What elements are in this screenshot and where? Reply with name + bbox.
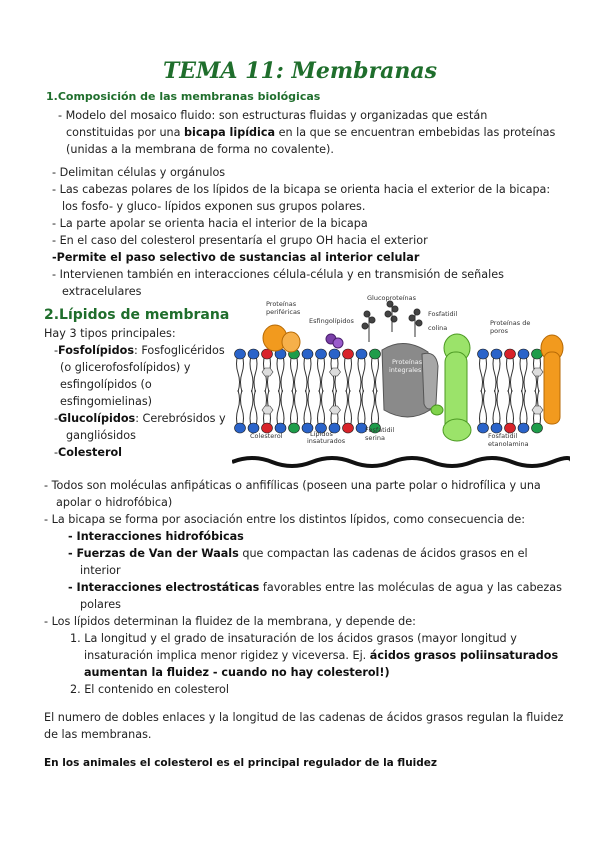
lipid-type-glycolipids-2: gangliósidos bbox=[66, 429, 136, 442]
bullet-polar-heads-2: los fosfo- y gluco- lípidos exponen sus grupos polares. bbox=[62, 200, 366, 213]
lipid-tail bbox=[511, 390, 514, 428]
label-phosphatidylcholine-2: colina bbox=[428, 324, 448, 332]
lipid-tail bbox=[507, 354, 510, 392]
label-sphingolipids: Esfingolípidos bbox=[309, 317, 354, 325]
lipid-tail bbox=[345, 354, 348, 392]
lipid-tail bbox=[308, 390, 311, 428]
paragraph-mosaic-line-3: (unidas a la membrana de forma no covalente). bbox=[66, 143, 334, 156]
label-integral-proteins-1: Proteínas bbox=[392, 358, 423, 366]
lipid-head bbox=[329, 349, 340, 359]
label-glycoproteins: Glucoproteínas bbox=[367, 294, 416, 302]
numbered-item-1-line-3: aumentan la fluidez - cuando no hay colesterol!) bbox=[84, 666, 390, 679]
lipid-type-cholesterol: -Colesterol bbox=[54, 446, 122, 459]
lipid-tail bbox=[237, 390, 240, 428]
lipid-head bbox=[505, 349, 516, 359]
label-pore-proteins-2: poros bbox=[490, 327, 508, 335]
bullet-apolar: - La parte apolar se orienta hacia el interior de la bicapa bbox=[52, 217, 368, 230]
bullet-cholesterol-oh: - En el caso del colesterol presentaría el grupo OH hacia el exterior bbox=[52, 234, 428, 247]
lipid-head bbox=[491, 349, 502, 359]
lipid-tail bbox=[318, 354, 321, 392]
lipid-tail bbox=[493, 390, 496, 428]
lipid-tail bbox=[511, 354, 514, 392]
bullet-interactions-2: extracelulares bbox=[62, 285, 142, 298]
lipid-tail bbox=[524, 354, 527, 392]
lipid-types-intro: Hay 3 tipos principales: bbox=[44, 327, 176, 340]
lipid-tail bbox=[497, 354, 500, 392]
bullet-amphipathic-2: apolar o hidrofóbica) bbox=[56, 496, 173, 509]
label-phosphatidylserine-1: Fosfatidil bbox=[365, 426, 395, 434]
lipid-tail bbox=[362, 354, 365, 392]
lipid-type-phospholipids: -Fosfolípidos: Fosfoglicéridos bbox=[54, 344, 225, 357]
lipid-tail bbox=[308, 354, 311, 392]
paragraph-mosaic-line-1: - Modelo del mosaico fluido: son estructuras fluidas y organizadas que están bbox=[58, 109, 488, 122]
section-2-heading: 2.Lípidos de membrana bbox=[44, 307, 230, 323]
lipid-tail bbox=[254, 390, 257, 428]
bullet-amphipathic-1: - Todos son moléculas anfipáticas o anfifílicas (poseen una parte polar o hidrofílica y una bbox=[44, 479, 541, 492]
lipid-tail bbox=[349, 354, 352, 392]
lipid-type-phospholipids-3: esfingolípidos (o bbox=[60, 378, 152, 391]
lipid-head bbox=[316, 349, 327, 359]
lipid-tail bbox=[291, 390, 294, 428]
lipid-tail bbox=[376, 354, 379, 392]
lipid-head bbox=[478, 349, 489, 359]
sub-hydrophobic: - Interacciones hidrofóbicas bbox=[68, 530, 244, 543]
lipid-type-glycolipids: -Glucolípidos: Cerebrósidos y bbox=[54, 412, 226, 425]
lipid-tail bbox=[318, 390, 321, 428]
lipid-tail bbox=[349, 390, 352, 428]
label-cholesterol: Colesterol bbox=[250, 432, 283, 440]
label-pore-proteins-1: Proteínas de bbox=[490, 319, 531, 327]
right-orange-protein-icon bbox=[541, 335, 563, 424]
lipid-tail bbox=[304, 354, 307, 392]
lipid-tail bbox=[362, 390, 365, 428]
label-phosphatidylethanolamine-2: etanolamina bbox=[488, 440, 529, 448]
numbered-item-2: 2. El contenido en colesterol bbox=[70, 683, 229, 696]
sub-electrostatic: - Interacciones electrostáticas favorables entre las moléculas de agua y las cabezas bbox=[68, 581, 562, 594]
lipid-tail bbox=[291, 354, 294, 392]
label-integral-proteins-2: integrales bbox=[389, 366, 422, 374]
lipid-tail bbox=[250, 390, 253, 428]
membrane-diagram bbox=[232, 292, 570, 470]
paragraph-mosaic-line-2: constituidas por una bicapa lipídica en la que se encuentran embebidas las proteínas bbox=[66, 126, 556, 139]
lipid-tail bbox=[277, 390, 280, 428]
conclusion-cholesterol: En los animales el colesterol es el principal regulador de la fluidez bbox=[44, 757, 438, 769]
bullet-bilayer-formation: - La bicapa se forma por asociación entre los distintos lípidos, como consecuencia de: bbox=[44, 513, 526, 526]
lipid-tail bbox=[304, 390, 307, 428]
lipid-tail bbox=[372, 390, 375, 428]
lipid-tail bbox=[237, 354, 240, 392]
sub-van-der-waals: - Fuerzas de Van der Waals que compactan las cadenas de ácidos grasos en el bbox=[68, 547, 528, 560]
lipid-tail bbox=[281, 354, 284, 392]
lipid-tail bbox=[520, 390, 523, 428]
lipid-head bbox=[356, 349, 367, 359]
lipid-tail bbox=[480, 354, 483, 392]
label-unsaturated-lipids-2: insaturados bbox=[307, 437, 346, 445]
section-1-heading: 1.Composición de las membranas biológicas bbox=[46, 90, 321, 103]
lipid-tail bbox=[322, 354, 325, 392]
glycoproteins-icon bbox=[362, 301, 422, 342]
lipid-head bbox=[532, 423, 543, 433]
lipid-tail bbox=[497, 390, 500, 428]
lipid-tail bbox=[507, 390, 510, 428]
lipid-tail bbox=[345, 390, 348, 428]
lipid-head bbox=[248, 349, 259, 359]
lipid-head bbox=[302, 349, 313, 359]
lipid-tail bbox=[250, 354, 253, 392]
sphingolipid-purple-icon bbox=[326, 334, 343, 348]
lipid-tail bbox=[254, 354, 257, 392]
lipid-tail bbox=[480, 390, 483, 428]
numbered-item-1-line-1: 1. La longitud y el grado de insaturación de los ácidos grasos (mayor longitud y bbox=[70, 632, 517, 645]
lipid-head bbox=[343, 349, 354, 359]
page-title: TEMA 11: Membranas bbox=[162, 58, 438, 84]
label-phosphatidylethanolamine-1: Fosfatidil bbox=[488, 432, 518, 440]
lipid-tail bbox=[295, 354, 298, 392]
lipid-tail bbox=[322, 390, 325, 428]
lipid-tail bbox=[358, 354, 361, 392]
bullet-selective: -Permite el paso selectivo de sustancias al interior celular bbox=[52, 251, 420, 264]
label-phosphatidylserine-2: serina bbox=[365, 434, 385, 442]
peripheral-protein-icon bbox=[263, 325, 300, 352]
lipid-type-phospholipids-2: (o glicerofosfolípidos) y bbox=[60, 361, 191, 374]
lipid-tail bbox=[520, 354, 523, 392]
lipid-head bbox=[370, 349, 381, 359]
lipid-head bbox=[343, 423, 354, 433]
lipid-tail bbox=[484, 354, 487, 392]
label-peripheral-proteins-1: Proteínas bbox=[266, 300, 297, 308]
paragraph-double-bonds-2: de las membranas. bbox=[44, 728, 152, 741]
paragraph-double-bonds-1: El numero de dobles enlaces y la longitud de las cadenas de ácidos grasos regulan la fluidez bbox=[44, 711, 564, 724]
bullet-polar-heads-1: - Las cabezas polares de los lípidos de la bicapa se orienta hacia el exterior de la bicapa: bbox=[52, 183, 551, 196]
integral-protein-icon bbox=[382, 343, 438, 417]
lipid-head bbox=[235, 349, 246, 359]
label-phosphatidylcholine-1: Fosfatidil bbox=[428, 310, 458, 318]
lipid-tail bbox=[277, 354, 280, 392]
lipid-tail bbox=[295, 390, 298, 428]
lipid-tail bbox=[241, 354, 244, 392]
sub-electrostatic-2: polares bbox=[80, 598, 121, 611]
lipid-tail bbox=[524, 390, 527, 428]
lipid-tail bbox=[281, 390, 284, 428]
lipid-head bbox=[518, 423, 529, 433]
membrane-wavy-line bbox=[232, 458, 570, 466]
bullet-interactions-1: - Intervienen también en interacciones célula-célula y en transmisión de señales bbox=[52, 268, 504, 281]
lipid-head bbox=[518, 349, 529, 359]
lipid-tail bbox=[376, 390, 379, 428]
lipid-head bbox=[235, 423, 246, 433]
bullet-delimit: - Delimitan células y orgánulos bbox=[52, 166, 226, 179]
label-peripheral-proteins-2: periféricas bbox=[266, 308, 301, 316]
lipid-tail bbox=[358, 390, 361, 428]
label-unsaturated-lipids-1: Lípidos bbox=[310, 430, 333, 438]
lipid-tail bbox=[484, 390, 487, 428]
numbered-item-1-line-2: insaturación implica menor rigidez y viceversa. Ej. ácidos grasos poliinsaturados bbox=[84, 649, 559, 662]
lipid-head bbox=[478, 423, 489, 433]
lipid-tail bbox=[493, 354, 496, 392]
lipid-tail bbox=[241, 390, 244, 428]
bullet-fluidity: - Los lípidos determinan la fluidez de la membrana, y depende de: bbox=[44, 615, 416, 628]
lipid-tail bbox=[372, 354, 375, 392]
sub-van-der-waals-2: interior bbox=[80, 564, 121, 577]
lipid-type-phospholipids-4: esfingomielinas) bbox=[60, 395, 153, 408]
lipid-head bbox=[289, 423, 300, 433]
